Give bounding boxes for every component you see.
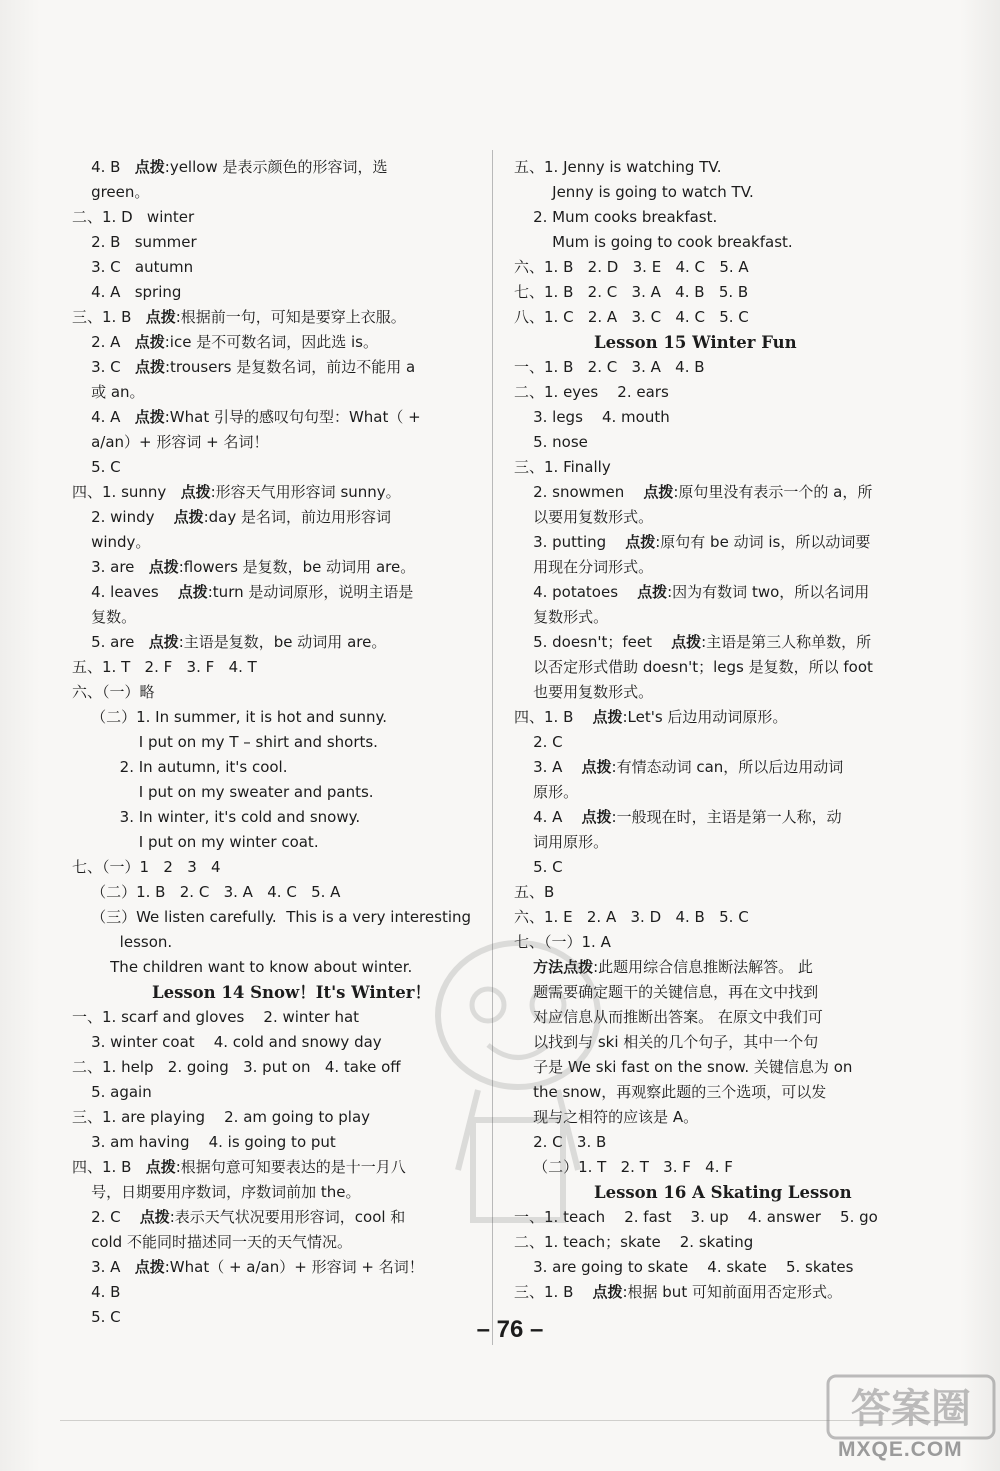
- answer-text: 4. A spring: [72, 283, 182, 301]
- tip-text: :Let's 后边用动词原形。: [622, 708, 788, 726]
- answer-text: 五、B: [514, 883, 555, 901]
- lesson-heading: Lesson 14 Snow！It's Winter！: [152, 983, 431, 1002]
- answer-line: [72, 155, 387, 179]
- lesson-heading: Lesson 16 A Skating Lesson: [594, 1183, 852, 1202]
- answer-text: 3. am having 4. is going to put: [72, 1133, 336, 1151]
- answer-line: [514, 680, 653, 704]
- answer-text: 3. legs 4. mouth: [514, 408, 670, 426]
- answer-text: 原形。: [514, 783, 579, 801]
- tip-label: 点拨: [139, 1208, 170, 1226]
- answer-line: [72, 255, 193, 279]
- answer-text: 5. nose: [514, 433, 588, 451]
- answer-text: 四、1. sunny: [72, 483, 181, 501]
- answer-text: 2. A: [72, 333, 135, 351]
- answer-text: 二、1. eyes 2. ears: [514, 383, 669, 401]
- tip-label: 点拨: [592, 1283, 623, 1301]
- answer-text: 三、1. B: [72, 308, 146, 326]
- answer-line: [72, 855, 221, 879]
- answer-text: Mum is going to cook breakfast.: [514, 233, 793, 251]
- answer-text: 2. C: [72, 1208, 140, 1226]
- answer-line: [72, 205, 194, 229]
- tip-label: 点拨: [145, 1158, 176, 1176]
- tip-label: 点拨: [592, 708, 623, 726]
- answer-text: I put on my sweater and pants.: [72, 783, 374, 801]
- answer-text: 5. are: [72, 633, 149, 651]
- answer-line: [514, 805, 842, 829]
- answer-line: [72, 380, 145, 404]
- answer-text: 4. potatoes: [514, 583, 638, 601]
- tip-text: :形容天气用形容词 sunny。: [210, 483, 401, 501]
- answer-line: [72, 905, 471, 929]
- answer-text: 以找到与 ski 相关的几个句子，其中一个句: [514, 1033, 819, 1051]
- tip-label: 点拨: [177, 583, 208, 601]
- answer-line: [514, 255, 749, 279]
- answer-line: [72, 180, 149, 204]
- answer-text: green。: [72, 183, 150, 201]
- answer-line: [72, 605, 136, 629]
- answer-text: 现与之相符的应该是 A。: [514, 1108, 699, 1126]
- answer-line: [514, 455, 611, 479]
- answer-line: [514, 630, 871, 654]
- answer-line: [72, 530, 150, 554]
- answer-line: [72, 780, 374, 804]
- answer-line: [72, 1055, 401, 1079]
- answer-line: [514, 755, 843, 779]
- answer-text: 3. are: [72, 558, 149, 576]
- answer-text: 3. C: [72, 358, 135, 376]
- answer-line: [72, 880, 340, 904]
- answer-text: 子是 We ski fast on the snow. 关键信息为 on: [514, 1058, 853, 1076]
- answer-line: [514, 1280, 842, 1304]
- answer-text: 用现在分词形式。: [514, 558, 654, 576]
- answer-line: [514, 780, 578, 804]
- answer-line: [72, 480, 401, 504]
- tip-text: :turn 是动词原形，说明主语是: [207, 583, 414, 601]
- answer-text: 七、（一）1 2 3 4: [72, 858, 221, 876]
- answer-line: [72, 1030, 382, 1054]
- answer-text: 号，日期要用序数词，序数词前加 the。: [72, 1183, 361, 1201]
- answer-text: 六、1. E 2. A 3. D 4. B 5. C: [514, 908, 749, 926]
- answer-line: [72, 230, 197, 254]
- answer-line: [72, 680, 155, 704]
- answer-text: 5. C: [72, 1308, 121, 1326]
- answer-line: [514, 730, 563, 754]
- answer-line: [514, 380, 669, 404]
- answer-text: The children want to know about winter.: [72, 958, 413, 976]
- answer-text: 4. leaves: [72, 583, 178, 601]
- answer-line: [514, 580, 869, 604]
- answer-line: [72, 705, 387, 729]
- answer-text: 5. again: [72, 1083, 152, 1101]
- answer-text: 四、1. B: [72, 1158, 146, 1176]
- tip-text: :一般现在时，主语是第一人称，动: [611, 808, 842, 826]
- answer-text: （二）1. B 2. C 3. A 4. C 5. A: [72, 883, 341, 901]
- answer-text: 七、（一）1. A: [514, 933, 611, 951]
- answer-text: 一、1. scarf and gloves 2. winter hat: [72, 1008, 360, 1026]
- answer-line: [72, 1005, 359, 1029]
- answer-line: [514, 655, 873, 679]
- answer-text: I put on my T – shirt and shorts.: [72, 733, 378, 751]
- answer-text: 以否定形式借助 doesn't；legs 是复数，所以 foot: [514, 658, 873, 676]
- answer-line: [72, 405, 421, 429]
- answer-line: [514, 205, 717, 229]
- answer-text: 八、1. C 2. A 3. C 4. C 5. C: [514, 308, 749, 326]
- tip-text: :根据句意可知要表达的是十一月八: [175, 1158, 406, 1176]
- answer-text: 2. windy: [72, 508, 174, 526]
- answer-text: 五、1. Jenny is watching TV.: [514, 158, 722, 176]
- answer-text: 一、1. teach 2. fast 3. up 4. answer 5. go: [514, 1208, 878, 1226]
- answer-line: [514, 480, 872, 504]
- tip-text: :trousers 是复数名词，前边不能用 a: [164, 358, 416, 376]
- answer-text: 三、1. B: [514, 1283, 593, 1301]
- answer-line: [72, 280, 181, 304]
- answer-line: [72, 1130, 336, 1154]
- answer-text: 也要用复数形式。: [514, 683, 654, 701]
- tip-text: :主语是第三人称单数，所: [701, 633, 872, 651]
- answer-line: [72, 430, 268, 454]
- tip-text: :根据 but 可知前面用否定形式。: [622, 1283, 842, 1301]
- tip-label: 点拨: [671, 633, 702, 651]
- tip-text: :根据前一句，可知是要穿上衣服。: [175, 308, 406, 326]
- answer-line: [514, 505, 653, 529]
- answer-line: [514, 355, 705, 379]
- answer-text: 三、1. are playing 2. am going to play: [72, 1108, 371, 1126]
- answer-line: [514, 405, 670, 429]
- answer-line: [72, 1305, 121, 1329]
- answer-text: 六、1. B 2. D 3. E 4. C 5. A: [514, 258, 749, 276]
- mascot-watermark: [418, 920, 618, 1250]
- answer-text: 4. A: [72, 408, 135, 426]
- answer-text: 2. Mum cooks breakfast.: [514, 208, 718, 226]
- answer-line: [514, 180, 754, 204]
- answer-text: 2. In autumn, it's cool.: [72, 758, 288, 776]
- answer-text: 四、1. B: [514, 708, 593, 726]
- answer-text: 4. A: [514, 808, 582, 826]
- tip-text: :原句里没有表示一个的 a，所: [673, 483, 873, 501]
- tip-text: :ice 是不可数名词，因此选 is。: [164, 333, 378, 351]
- answer-line: [72, 830, 319, 854]
- answer-line: [72, 305, 406, 329]
- tip-text: :因为有数词 two，所以名词用: [667, 583, 870, 601]
- answer-text: 3. C autumn: [72, 258, 194, 276]
- answer-line: [514, 830, 608, 854]
- answer-line: [72, 580, 413, 604]
- answer-text: 题需要确定题干的关键信息，再在文中找到: [514, 983, 819, 1001]
- answer-text: 3. winter coat 4. cold and snowy day: [72, 1033, 382, 1051]
- tip-label: 点拨: [134, 358, 165, 376]
- tip-text: :原句有 be 动词 is，所以动词要: [655, 533, 871, 551]
- answer-line: [514, 605, 608, 629]
- answer-text: 2. B summer: [72, 233, 197, 251]
- tip-label: 点拨: [134, 1258, 165, 1276]
- answer-line: [514, 855, 563, 879]
- answer-line: [72, 1180, 360, 1204]
- tip-label: 点拨: [134, 408, 165, 426]
- answer-line: [72, 1105, 370, 1129]
- watermark-url: MXQE.COM: [838, 1438, 963, 1461]
- answer-line: [514, 880, 554, 904]
- lesson-heading: Lesson 15 Winter Fun: [594, 333, 797, 352]
- answer-line: [514, 155, 721, 179]
- answer-text: 3. A: [72, 1258, 135, 1276]
- tip-text: :yellow 是表示颜色的形容词，选: [164, 158, 388, 176]
- answer-text: 或 an。: [72, 383, 145, 401]
- tip-text: :表示天气状况要用形容词，cool 和: [169, 1208, 406, 1226]
- answer-line: [514, 230, 793, 254]
- answer-line: [72, 505, 391, 529]
- answer-text: 六、（一）略: [72, 683, 155, 701]
- tip-text: :What 引导的感叹句句型：What（ +: [164, 408, 421, 426]
- answer-line: [514, 530, 870, 554]
- answer-text: （二）1. T 2. T 3. F 4. F: [514, 1158, 733, 1176]
- answer-line: [72, 755, 288, 779]
- answer-text: 七、1. B 2. C 3. A 4. B 5. B: [514, 283, 749, 301]
- answer-text: cold 不能同时描述同一天的天气情况。: [72, 1233, 352, 1251]
- answer-line: [72, 1230, 352, 1254]
- answer-text: I put on my winter coat.: [72, 833, 319, 851]
- tip-label: 点拨: [643, 483, 674, 501]
- tip-text: :主语是复数，be 动词用 are。: [178, 633, 387, 651]
- answer-line: [514, 305, 749, 329]
- tip-label: 点拨: [625, 533, 656, 551]
- answer-text: 三、1. Finally: [514, 458, 611, 476]
- answer-text: 一、1. B 2. C 3. A 4. B: [514, 358, 705, 376]
- answer-line: [72, 955, 412, 979]
- tip-label: 方法点拨: [533, 958, 594, 976]
- answer-line: [72, 355, 415, 379]
- answer-line: [72, 1255, 424, 1279]
- bottom-rule: [60, 1420, 940, 1421]
- answer-text: （三）We listen carefully. This is a very interesting: [72, 908, 472, 926]
- answer-line: [72, 630, 386, 654]
- answer-line: [72, 330, 378, 354]
- tip-label: 点拨: [180, 483, 211, 501]
- answer-text: 词用原形。: [514, 833, 609, 851]
- answer-text: 二、1. help 2. going 3. put on 4. take off: [72, 1058, 401, 1076]
- tip-label: 点拨: [581, 758, 612, 776]
- answer-line: [72, 455, 121, 479]
- answer-text: 5. C: [72, 458, 121, 476]
- answer-text: 3. are going to skate 4. skate 5. skates: [514, 1258, 854, 1276]
- page-number: – 76 –: [476, 1316, 544, 1343]
- answer-text: a/an）+ 形容词 + 名词！: [72, 433, 269, 451]
- tip-label: 点拨: [148, 558, 179, 576]
- answer-text: 5. C: [514, 858, 563, 876]
- answer-text: 4. B: [72, 158, 135, 176]
- answer-text: 3. In winter, it's cold and snowy.: [72, 808, 361, 826]
- tip-text: :此题用综合信息推断法解答。 此: [593, 958, 813, 976]
- tip-label: 点拨: [145, 308, 176, 326]
- answer-line: [72, 1280, 120, 1304]
- tip-text: :有情态动词 can，所以后边用动词: [611, 758, 844, 776]
- answer-line: [72, 805, 360, 829]
- answer-line: [72, 1080, 152, 1104]
- answer-line: [72, 1155, 406, 1179]
- answer-text: 2. C: [514, 733, 563, 751]
- answer-text: 复数。: [72, 608, 137, 626]
- answer-text: lesson.: [72, 933, 173, 951]
- answer-line: [72, 930, 172, 954]
- svg-text:答案圈: 答案圈: [851, 1386, 971, 1432]
- tip-label: 点拨: [134, 158, 165, 176]
- tip-label: 点拨: [637, 583, 668, 601]
- answer-text: 二、1. teach；skate 2. skating: [514, 1233, 754, 1251]
- answer-text: Jenny is going to watch TV.: [514, 183, 754, 201]
- answer-line: [514, 705, 787, 729]
- tip-label: 点拨: [134, 333, 165, 351]
- tip-text: :flowers 是复数，be 动词用 are。: [178, 558, 416, 576]
- answer-text: 2. snowmen: [514, 483, 644, 501]
- answer-line: [72, 555, 415, 579]
- tip-label: 点拨: [173, 508, 204, 526]
- tip-label: 点拨: [581, 808, 612, 826]
- answer-text: the snow，再观察此题的三个选项，可以发: [514, 1083, 827, 1101]
- answer-line: [72, 1205, 405, 1229]
- answer-line: [514, 1255, 853, 1279]
- answer-line: [72, 730, 378, 754]
- tip-text: :What（ + a/an）+ 形容词 + 名词！: [164, 1258, 424, 1276]
- tip-label: 点拨: [148, 633, 179, 651]
- answer-text: 对应信息从而推断出答案。 在原文中我们可: [514, 1008, 823, 1026]
- answer-text: 3. A: [514, 758, 582, 776]
- answer-line: [72, 655, 257, 679]
- answer-text: 3. putting: [514, 533, 626, 551]
- answer-line: [514, 430, 588, 454]
- answer-text: windy。: [72, 533, 151, 551]
- answer-text: 以要用复数形式。: [514, 508, 654, 526]
- tip-text: :day 是名词，前边用形容词: [203, 508, 392, 526]
- answer-text: 2. C 3. B: [514, 1133, 607, 1151]
- answer-text: 二、1. D winter: [72, 208, 195, 226]
- answer-text: 复数形式。: [514, 608, 609, 626]
- answer-text: 五、1. T 2. F 3. F 4. T: [72, 658, 257, 676]
- answer-line: [514, 555, 653, 579]
- answer-text: 4. B: [72, 1283, 121, 1301]
- answer-text: （二）1. In summer, it is hot and sunny.: [72, 708, 388, 726]
- answer-text: 5. doesn't；feet: [514, 633, 672, 651]
- answer-line: [514, 280, 748, 304]
